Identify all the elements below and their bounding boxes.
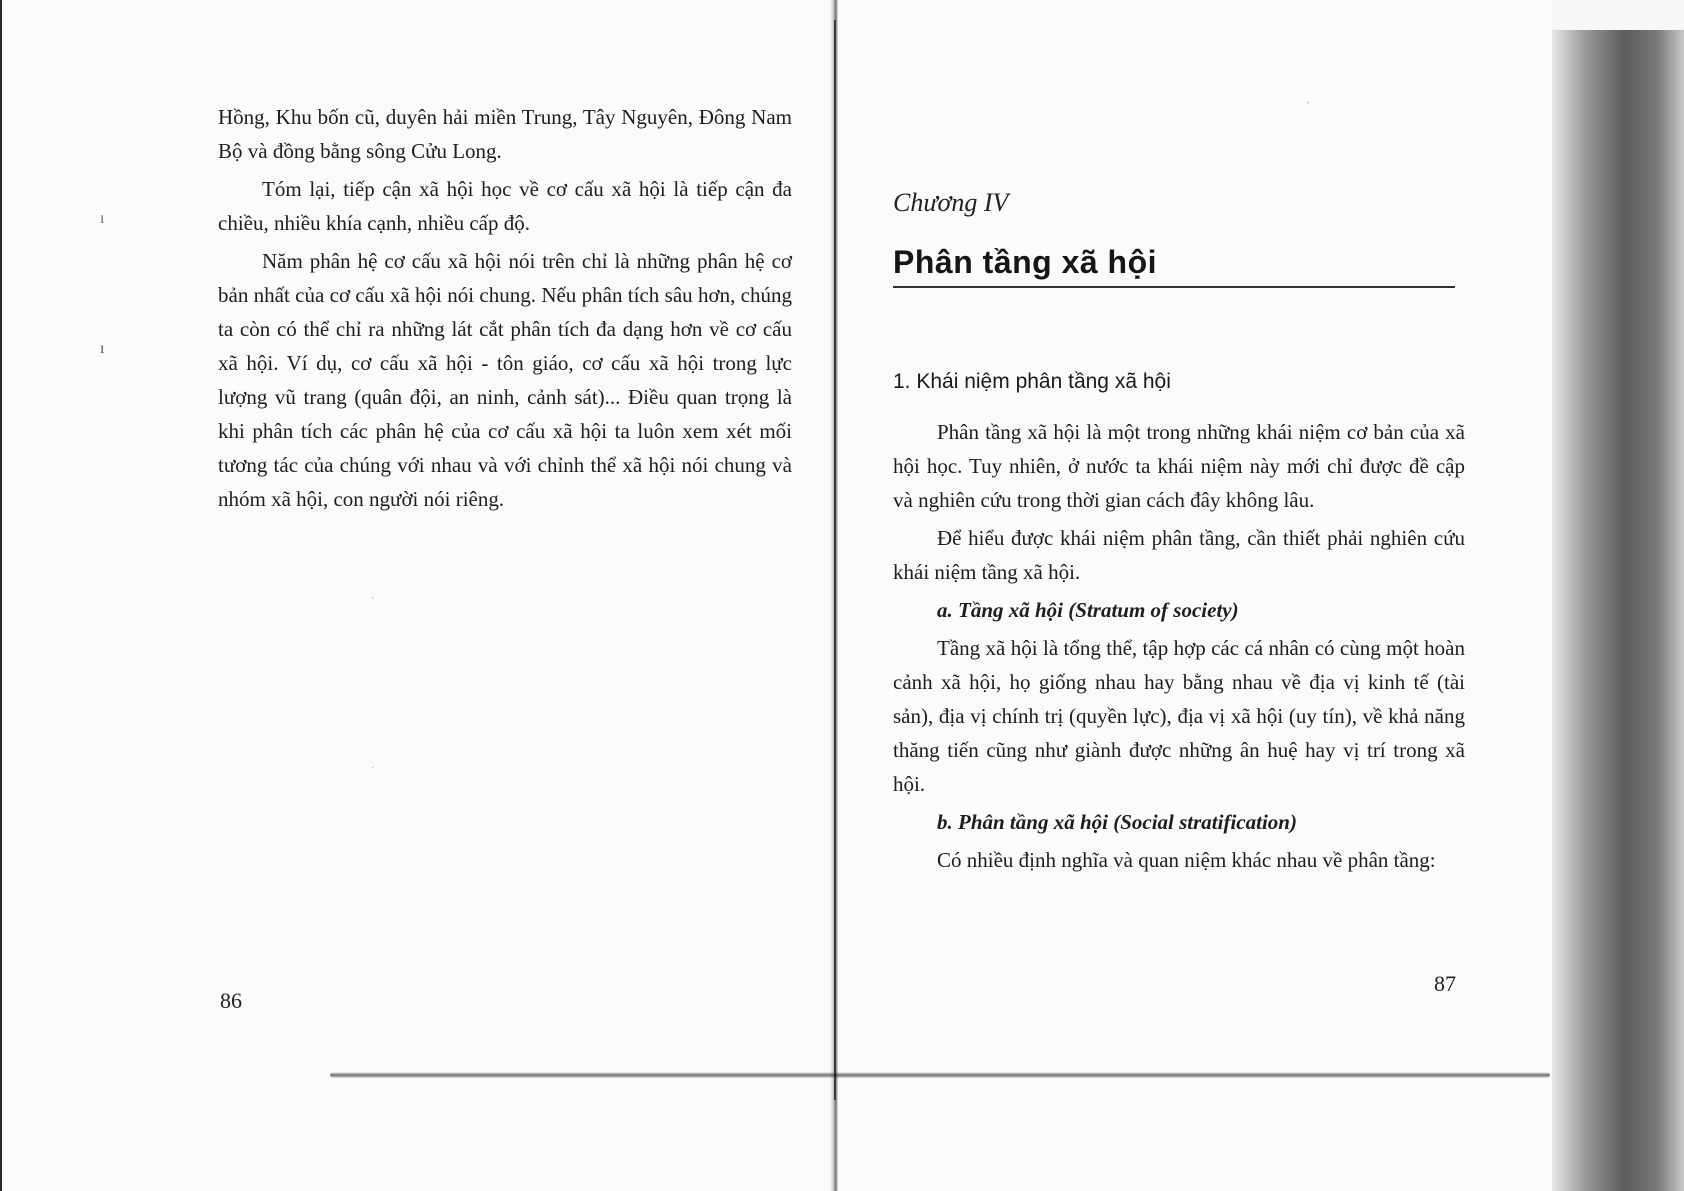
chapter-label: Chương IV: [893, 188, 1009, 217]
right-margin-shadow: [1552, 0, 1684, 1191]
page-bottom-edge: [330, 1072, 1550, 1078]
right-margin-highlight: [1552, 0, 1684, 30]
bleed-mark: ı: [100, 340, 105, 357]
left-paragraph-1: Hồng, Khu bốn cũ, duyên hải miền Trung, Tây Nguyên, Đông Nam Bộ và đồng bằng sông Cửu Long.: [218, 105, 792, 163]
right-paragraph-3: Tầng xã hội là tổng thể, tập hợp các cá nhân có cùng một hoàn cảnh xã hội, họ giống nhau hay bằng nhau về địa vị kinh tế (tài sản), địa vị chính trị (quyền lực), địa vị xã hội (uy tín), về khả năng thăng tiến cũng như giành được những ân huệ hay vị trí trong xã hội.: [893, 636, 1465, 796]
right-page-body: [893, 415, 1465, 877]
page-number-left: 86: [220, 988, 242, 1013]
bleed-mark: ·: [370, 590, 376, 607]
section-heading: 1. Khái niệm phân tầng xã hội: [893, 370, 1171, 393]
bleed-mark: ı: [100, 210, 105, 227]
bleed-mark: ·: [370, 760, 376, 777]
book-spine-line: [834, 20, 836, 1100]
subheading-b: b. Phân tầng xã hội (Social stratification): [937, 810, 1297, 834]
chapter-title: Phân tầng xã hội: [893, 244, 1158, 280]
left-paragraph-3: Năm phân hệ cơ cấu xã hội nói trên chỉ là những phân hệ cơ bản nhất của cơ cấu xã hội nói chung. Nếu phân tích sâu hơn, chúng ta còn có thể chỉ ra những lát cắt phân tích đa dạng hơn về cơ cấu xã hội. Ví dụ, cơ cấu xã hội - tôn giáo, cơ cấu xã hội trong lực lượng vũ trang (quân đội, an ninh, cảnh sát)... Điều quan trọng là khi phân tích các phân hệ của cơ cấu xã hội ta luôn xem xét mối tương tác của chúng với nhau và với chỉnh thể xã hội nói chung và nhóm xã hội, con người nói riêng.: [218, 249, 792, 511]
right-paragraph-1: Phân tầng xã hội là một trong những khái niệm cơ bản của xã hội học. Tuy nhiên, ở nước ta khái niệm này mới chỉ được đề cập và nghiên cứu trong thời gian cách đây không lâu.: [893, 420, 1465, 512]
page-number-right: 87: [1434, 971, 1456, 996]
left-paragraph-2: Tóm lại, tiếp cận xã hội học về cơ cấu xã hội là tiếp cận đa chiều, nhiều khía cạnh, nhiều cấp độ.: [218, 177, 792, 235]
scan-left-edge: [0, 0, 2, 1191]
right-paragraph-4: Có nhiều định nghĩa và quan niệm khác nhau về phân tầng:: [937, 848, 1436, 872]
right-paragraph-2: Để hiểu được khái niệm phân tầng, cần thiết phải nghiên cứu khái niệm tầng xã hội.: [893, 526, 1465, 584]
left-page-body: [218, 100, 792, 516]
chapter-title-rule: [893, 286, 1455, 288]
bleed-mark: ·: [1305, 95, 1311, 112]
subheading-a: a. Tầng xã hội (Stratum of society): [937, 598, 1239, 622]
